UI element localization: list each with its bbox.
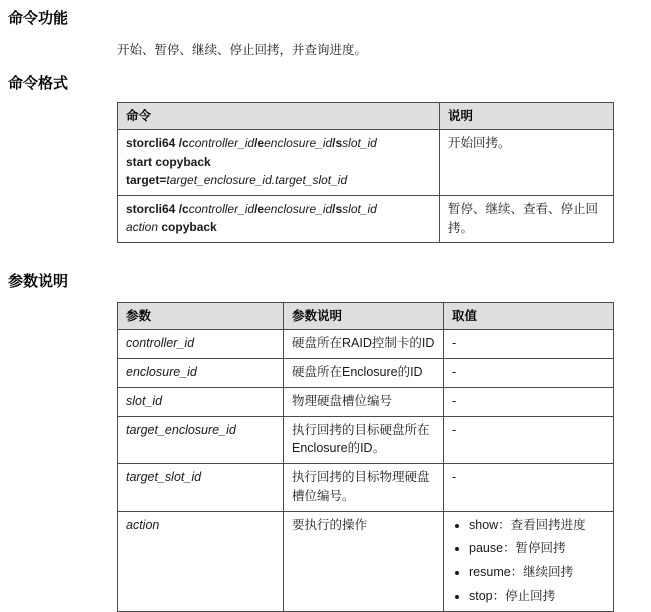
value-list-item: • stop：停止回拷 [469, 588, 605, 605]
command-segment: /s [332, 136, 343, 150]
parameter-description: 硬盘所在RAID控制卡的ID [284, 330, 444, 359]
column-header-command: 命令 [118, 102, 440, 129]
command-segment: enclosure_id [264, 136, 333, 150]
parameter-table [117, 302, 614, 612]
command-segment: enclosure_id [264, 201, 333, 216]
table-row-slot-id [118, 387, 614, 416]
parameter-description: 执行回拷的目标硬盘所在Enclosure的ID。 [284, 416, 444, 464]
section-heading-command-format: 命令格式 [8, 75, 69, 92]
command-segment: copyback [161, 220, 217, 235]
param-table-header-row [118, 303, 614, 330]
command-table-header-row [118, 102, 614, 129]
parameter-value: - [444, 387, 614, 416]
table-row-target-enclosure-id [118, 416, 614, 464]
command-segment: target= [126, 173, 167, 188]
table-row-start-copyback [118, 130, 614, 196]
column-header-value: 取值 [444, 303, 614, 330]
column-header-parameter: 参数 [118, 303, 284, 330]
parameter-description: 硬盘所在Enclosure的ID [284, 359, 444, 388]
parameter-name: controller_id [118, 330, 284, 359]
command-segment: slot_id [342, 136, 377, 150]
parameter-name: enclosure_id [118, 359, 284, 388]
command-function-text: 开始、暂停、继续、停止回拷，并查询进度。 [117, 42, 368, 57]
parameter-value: - [444, 359, 614, 388]
parameter-name: slot_id [118, 387, 284, 416]
command-segment: action [126, 220, 162, 235]
command-segment: /e [254, 136, 265, 150]
parameter-description: 要执行的操作 [284, 511, 444, 612]
column-header-param-description: 参数说明 [284, 303, 444, 330]
command-segment: /c [178, 201, 189, 216]
section-heading-parameters: 参数说明 [8, 273, 69, 291]
command-segment: start copyback [126, 154, 211, 169]
parameter-value: - [444, 464, 614, 512]
table-row-action-copyback [118, 195, 614, 243]
command-segment: /e [254, 201, 265, 216]
section-heading-command-function: 命令功能 [8, 10, 69, 27]
command-segment: target_enclosure_id.target_slot_id [166, 173, 348, 188]
table-row-controller-id [118, 330, 614, 359]
command-segment: /c [178, 136, 189, 150]
command-segment: controller_id [188, 136, 255, 150]
parameter-name: target_enclosure_id [118, 416, 284, 464]
description-cell: 开始回拷。 [440, 130, 614, 196]
parameter-value: - [444, 416, 614, 464]
description-cell: 暂停、继续、查看、停止回拷。 [440, 195, 614, 243]
parameter-name: action [118, 511, 284, 612]
parameter-value: - [444, 330, 614, 359]
action-values-list [452, 517, 605, 606]
command-format-table [117, 102, 614, 244]
parameter-description: 执行回拷的目标物理硬盘槽位编号。 [284, 464, 444, 512]
command-cell [118, 130, 440, 196]
parameter-description: 物理硬盘槽位编号 [284, 387, 444, 416]
command-segment: slot_id [342, 201, 377, 216]
table-row-target-slot-id [118, 464, 614, 512]
table-row-enclosure-id [118, 359, 614, 388]
command-cell [118, 195, 440, 243]
parameter-value [444, 511, 614, 612]
column-header-description: 说明 [440, 102, 614, 129]
command-segment: storcli64 [126, 136, 179, 150]
command-segment: /s [332, 201, 343, 216]
table-row-action [118, 511, 614, 612]
command-segment: controller_id [188, 201, 255, 216]
command-segment: storcli64 [126, 201, 179, 216]
parameter-name: target_slot_id [118, 464, 284, 512]
value-list-item: • resume：继续回拷 [469, 564, 605, 581]
value-list-item: • pause：暂停回拷 [469, 540, 605, 557]
value-list-item: • show：查看回拷进度 [469, 517, 605, 534]
